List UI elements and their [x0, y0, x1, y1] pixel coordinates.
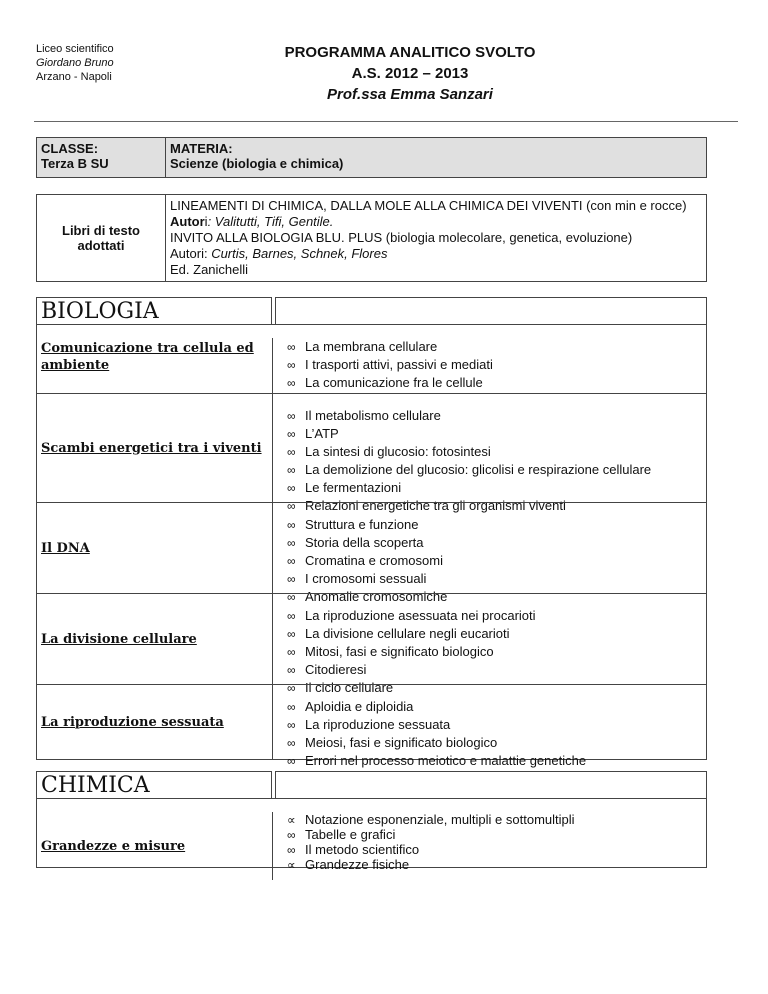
list-item: ∞ La riproduzione sessuata — [287, 717, 451, 732]
school-location: Arzano - Napoli — [36, 71, 112, 83]
list-item: ∞ Struttura e funzione — [287, 517, 419, 532]
list-item: ∞ I trasporti attivi, passivi e mediati — [287, 357, 493, 372]
book-1-title: LINEAMENTI DI CHIMICA, DALLA MOLE ALLA CHIMICA DEI VIVENTI (con min e rocce) — [170, 198, 687, 213]
list-item: ∞ Citodieresi — [287, 662, 367, 677]
topic-row — [37, 502, 706, 604]
topic-row — [37, 593, 706, 695]
list-item: ∞ Il metabolismo cellulare — [287, 408, 441, 423]
list-item: ∞ Errori nel processo meiotico e malattie genetiche — [287, 753, 587, 768]
list-item: ∞ Aploidia e diploidia — [287, 699, 414, 714]
list-item: ∞ La riproduzione asessuata nei procarioti — [287, 608, 536, 623]
topic-row — [37, 393, 706, 513]
textbooks-label: Libri di testo adottati — [37, 195, 166, 282]
section-title-chimica: CHIMICA — [36, 771, 272, 799]
topic-items — [279, 407, 706, 515]
topic-row — [37, 684, 706, 768]
list-item: ∞ L’ATP — [287, 426, 339, 441]
header-divider — [34, 121, 738, 122]
section-title-biologia: BIOLOGIA — [36, 297, 272, 325]
school-type: Liceo scientifico — [36, 43, 114, 55]
list-item: ∞ I cromosomi sessuali — [287, 571, 427, 586]
list-item: ∞ Tabelle e grafici — [287, 827, 396, 842]
textbooks-list — [166, 195, 707, 282]
list-item: ∝ Notazione esponenziale, multipli e sottomultipli — [287, 812, 575, 827]
section-header-blank — [275, 297, 707, 325]
list-item: ∞ Storia della scoperta — [287, 535, 424, 550]
class-value: Terza B SU — [41, 156, 109, 171]
list-item: ∞ La sintesi di glucosio: fotosintesi — [287, 444, 491, 459]
list-item: ∞ Mitosi, fasi e significato biologico — [287, 644, 494, 659]
list-item: ∞ La membrana cellulare — [287, 339, 438, 354]
class-subject-table — [36, 137, 707, 178]
list-item: ∞ Anomalie cromosomiche — [287, 589, 448, 604]
topic-items — [279, 812, 706, 872]
list-item: ∞ Cromatina e cromosomi — [287, 553, 443, 568]
book-2-title: INVITO ALLA BIOLOGIA BLU. PLUS (biologia molecolare, genetica, evoluzione) — [170, 230, 633, 245]
school-name: Giordano Bruno — [36, 57, 114, 69]
biologia-program-table — [36, 324, 707, 768]
list-item: ∞ La demolizione del glucosio: glicolisi e respirazione cellulare — [287, 462, 652, 477]
list-item: ∞ Le fermentazioni — [287, 480, 402, 495]
document-title: PROGRAMMA ANALITICO SVOLTO — [284, 44, 536, 61]
list-item: ∞ Il ciclo cellulare — [287, 680, 394, 695]
section-header-blank — [275, 771, 707, 799]
list-item: ∞ La comunicazione fra le cellule — [287, 375, 483, 390]
document-header — [240, 42, 580, 105]
topic-items — [279, 338, 706, 392]
subject-label: MATERIA: — [170, 141, 233, 156]
topic-name: Il DNA — [37, 503, 273, 593]
topic-name: Scambi energetici tra i viventi — [37, 394, 273, 502]
teacher-name: Prof.ssa Emma Sanzari — [327, 86, 493, 103]
topic-name: Grandezze e misure — [37, 812, 273, 880]
topic-items — [279, 698, 706, 770]
class-label: CLASSE: — [41, 141, 99, 156]
list-item: ∞ Meiosi, fasi e significato biologico — [287, 735, 498, 750]
topic-row — [37, 338, 706, 393]
school-info — [36, 42, 114, 84]
list-item: ∞ La divisione cellulare negli eucarioti — [287, 626, 510, 641]
class-cell — [37, 138, 166, 178]
book-1-authors: Autori: Valitutti, Tifi, Gentile. — [170, 214, 334, 229]
school-year: A.S. 2012 – 2013 — [351, 65, 469, 82]
textbooks-table — [36, 194, 707, 282]
publisher: Ed. Zanichelli — [170, 262, 249, 277]
subject-cell — [166, 138, 707, 178]
list-item: ∝ Grandezze fisiche — [287, 857, 410, 872]
topic-name: La divisione cellulare — [37, 594, 273, 684]
list-item: ∞ Relazioni energetiche tra gli organismi viventi — [287, 498, 566, 513]
topic-name: Comunicazione tra cellula ed ambiente — [37, 338, 273, 393]
topic-name: La riproduzione sessuata — [37, 685, 273, 759]
subject-value: Scienze (biologia e chimica) — [170, 156, 344, 171]
chimica-program-table — [36, 798, 707, 872]
book-2-authors: Autori: Curtis, Barnes, Schnek, Flores — [170, 246, 388, 261]
list-item: ∞ Il metodo scientifico — [287, 842, 420, 857]
topic-row — [37, 812, 706, 880]
